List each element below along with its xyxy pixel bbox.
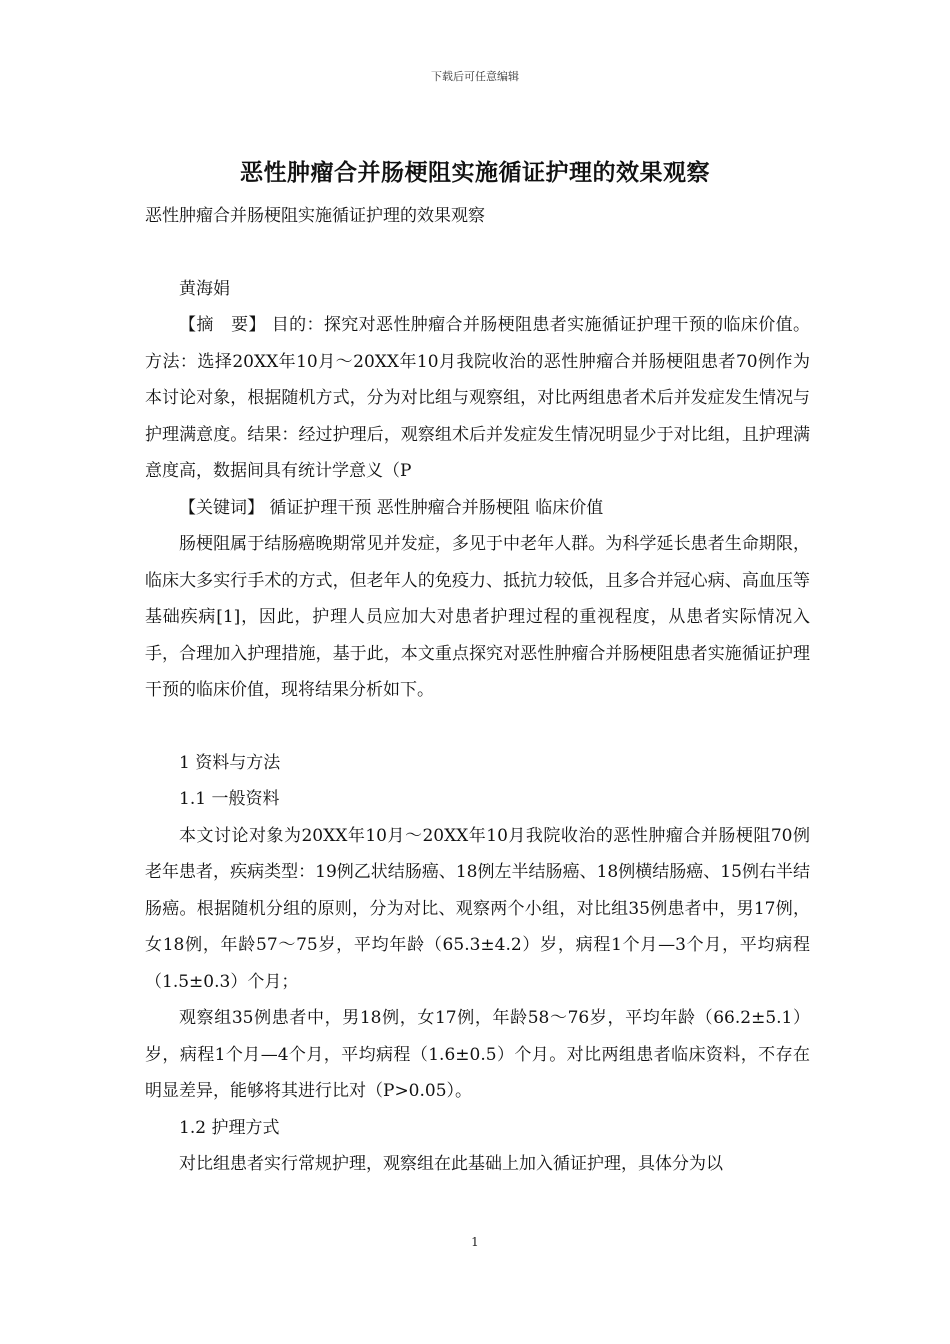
abstract-label: 【摘 要】 [179, 315, 266, 335]
document-subtitle: 恶性肿瘤合并肠梗阻实施循证护理的效果观察 [145, 206, 485, 226]
page-number: 1 [471, 1235, 479, 1249]
keywords-text: 循证护理干预 恶性肿瘤合并肠梗阻 临床价值 [269, 497, 604, 518]
subsection-heading: 1.2 护理方式 [179, 1117, 280, 1138]
abstract-text: 目的：探究对恶性肿瘤合并肠梗阻患者实施循证护理干预的临床价值。方法：选择20XX年10月～20XX年10月我院收治的恶性肿瘤合并肠梗阻患者70例作为本讨论对象，根据随机方式，分为对比组与观察组，对比两组患者术后并发症发生情况与护理满意度。结果：经过护理后，观察组术后并发症发生情况明显少于对比组，且护理满意度高，数据间具有统计学意义（P [145, 315, 811, 481]
intro-paragraph: 肠梗阻属于结肠癌晚期常见并发症，多见于中老年人群。为科学延长患者生命期限，临床大多实行手术的方式，但老年人的免疫力、抵抗力较低，且多合并冠心病、高血压等基础疾病[1]，因此，护理人员应加大对患者护理过程的重视程度，从患者实际情况入手，合理加入护理措施，基于此，本文重点探究对恶性肿瘤合并肠梗阻患者实施循证护理干预的临床价值，现将结果分析如下。 [145, 534, 810, 700]
author-name: 黄海娟 [179, 278, 230, 299]
keywords-paragraph [145, 490, 810, 527]
body-paragraph: 本文讨论对象为20XX年10月～20XX年10月我院收治的恶性肿瘤合并肠梗阻70例老年患者，疾病类型：19例乙状结肠癌、18例左半结肠癌、18例横结肠癌、15例右半结肠癌。根据随机分组的原则，分为对比、观察两个小组，对比组35例患者中，男17例，女18例，年龄57～75岁，平均年龄（65.3±4.2）岁，病程1个月—3个月，平均病程（1.5±0.3）个月； [145, 825, 810, 992]
subsection-heading: 1.1 一般资料 [179, 789, 280, 809]
body-paragraph: 对比组患者实行常规护理，观察组在此基础上加入循证护理，具体分为以 [179, 1154, 723, 1174]
body-paragraph: 观察组35例患者中，男18例，女17例，年龄58～76岁，平均年龄（66.2±5.1）岁，病程1个月—4个月，平均病程（1.6±0.5）个月。对比两组患者临床资料，不存在明显差异，能够将其进行比对（P>0.05）。 [145, 1008, 810, 1101]
spacer [145, 235, 810, 271]
section-heading: 1 资料与方法 [179, 752, 281, 773]
spacer [145, 709, 810, 745]
page-header: 下载后可任意编辑 [431, 70, 519, 83]
keywords-label: 【关键词】 [179, 497, 264, 518]
abstract-paragraph [145, 307, 810, 490]
document-body [145, 198, 810, 1183]
document-title: 恶性肿瘤合并肠梗阻实施循证护理的效果观察 [240, 159, 710, 186]
